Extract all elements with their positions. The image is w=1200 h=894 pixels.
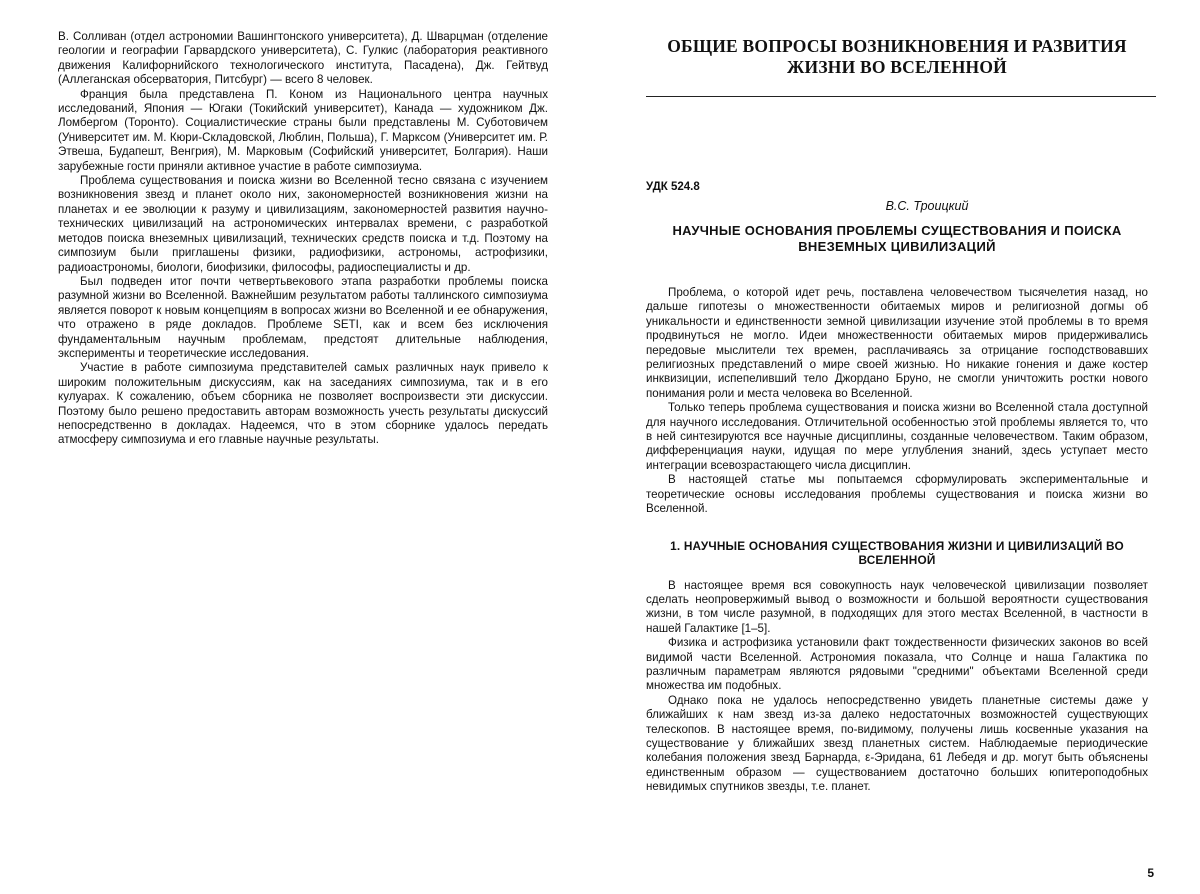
left-paragraph-1: В. Солливан (отдел астрономии Вашингтонского университета), Д. Шварцман (отделение геологии и географии Гарвардского университета), С. Гулкис (лаборатория реактивного движения Калифорнийского технологического института, Пасадена), Дж. Гейтвуд (Аллеганская обсерватория, Питсбург) — всего 8 человек.	[58, 30, 548, 87]
subsection-title: 1. НАУЧНЫЕ ОСНОВАНИЯ СУЩЕСТВОВАНИЯ ЖИЗНИ И ЦИВИЛИЗАЦИЙ ВО ВСЕЛЕННОЙ	[670, 538, 1124, 567]
left-paragraph-3: Проблема существования и поиска жизни во Вселенной тесно связана с изучением возникновения звезд и планет около них, закономерностей возникновения жизни на планетах и ее эволюции к разуму и цивилизациям, закономерностей развития научно-технических цивилизаций на астрономических интервалах времени, с разработкой методов поиска внеземных цивилизаций, технических средств поиска и т.д. Поэтому на симпозиум были приглашены физики, радиофизики, астрономы, астрофизики, радиоастрономы, биологи, биофизики, философы, радиоспециалисты и др.	[58, 174, 548, 274]
right-page	[600, 0, 1200, 894]
left-paragraph-4: Был подведен итог почти четвертьвекового этапа разработки проблемы поиска разумной жизни во Вселенной. Важнейшим результатом работы таллинского симпозиума является поворот к новым концепциям в вопросах жизни во Вселенной и ее обнаружения, что отражено в ряде докладов. Проблеме SETI, как и всем без исключения фундаментальным научным проблемам, предстоят длительные наблюдения, эксперименты и теоретические исследования.	[58, 274, 548, 360]
udc-code: УДК 524.8	[646, 181, 700, 193]
intro-paragraph-1: Проблема, о которой идет речь, поставлена человечеством тысячелетия назад, но дальше гипотезы о множественности обитаемых миров и религиозной догмы об уникальности и единственности земной цивилизации изучение этой проблемы в то время продвинуться не могло. Идеи множественности обитаемых миров придерживались передовые мыслители тех времен, расплачиваясь за отрицание господствовавших религиозных представлений о мире своей жизнью. Но никакие гонения и даже костер инквизиции, испепеливший тело Джордано Бруно, не смогли уничтожить ростки нового понимания роли и места человека во Вселенной.	[646, 286, 1148, 400]
subsection-paragraph-3: Однако пока не удалось непосредственно увидеть планетные системы даже у ближайших к нам звезд из-за далеко недостаточных возможностей существующих телескопов. В настоящее время, по-видимому, получены лишь косвенные указания на существование у ближайших звезд планетных систем. Наблюдаемые периодические колебания положения звезд Барнарда, ε-Эридана, 61 Лебедя и др. могут быть объяснены единственным образом — существованием достаточно больших юпитероподобных невидимых спутников звезды, т.е. планет.	[646, 693, 1148, 794]
article-author: В.С. Троицкий	[885, 199, 969, 213]
subsection-paragraph-1: В настоящее время вся совокупность наук человеческой цивилизации позволяет сделать неопровержимый вывод о возможности и большой вероятности существования жизни, в том числе разумной, в подходящих для этого местах Вселенной, в частности в нашей Галактике [1–5].	[646, 578, 1148, 635]
intro-paragraph-2: Только теперь проблема существования и поиска жизни во Вселенной стала доступной для научного исследования. Отличительной особенностью этой проблемы является то, что в ней синтезируются все научные дисциплины, созданные человечеством. Таким образом, дифференциация науки, идущая по мере углубления знаний, здесь уступает место интеграции всевозрастающего числа дисциплин.	[646, 401, 1148, 472]
intro-paragraph-3: В настоящей статье мы попытаемся сформулировать экспериментальные и теоретические основы исследования проблемы существования и поиска жизни во Вселенной.	[646, 473, 1148, 516]
left-paragraph-5: Участие в работе симпозиума представителей самых различных наук привело к широким положительным дискуссиям, как на заседаниях симпозиума, так и в его кулуарах. К сожалению, объем сборника не позволяет воспроизвести эти дискуссии. Поэтому было решено предоставить авторам возможность учесть результаты дискуссий непосредственно в докладах. Надеемся, что в этом сборнике удалось передать атмосферу симпозиума и его главные научные результаты.	[58, 361, 548, 447]
heading-rule	[646, 96, 1156, 97]
article-title: НАУЧНЫЕ ОСНОВАНИЯ ПРОБЛЕМЫ СУЩЕСТВОВАНИЯ И ПОИСКА ВНЕЗЕМНЫХ ЦИВИЛИЗАЦИЙ	[672, 223, 1122, 254]
page-number: 5	[1147, 866, 1154, 880]
section-heading: ОБЩИЕ ВОПРОСЫ ВОЗНИКНОВЕНИЯ И РАЗВИТИЯ ЖИЗНИ ВО ВСЕЛЕННОЙ	[667, 36, 1127, 77]
left-paragraph-2: Франция была представлена П. Коном из Национального центра научных исследований, Япония — Югаки (Токийский университет), Канада — художником Дж. Ломбергом (Торонто). Социалистические страны были представлены М. Суботовичем (Университет им. М. Кюри-Складовской, Люблин, Польша), Г. Марксом (Университет им. Р. Этвеша, Будапешт, Венгрия), М. Марковым (Софийский университет, Болгария). Наши зарубежные гости приняли активное участие в работе симпозиума.	[58, 87, 548, 173]
subsection-paragraph-2: Физика и астрофизика установили факт тождественности физических законов во всей видимой части Вселенной. Астрономия показала, что Солнце и наша Галактика по различным параметрам являются рядовыми "средними" объектами Вселенной среди множества им подобных.	[646, 636, 1148, 693]
